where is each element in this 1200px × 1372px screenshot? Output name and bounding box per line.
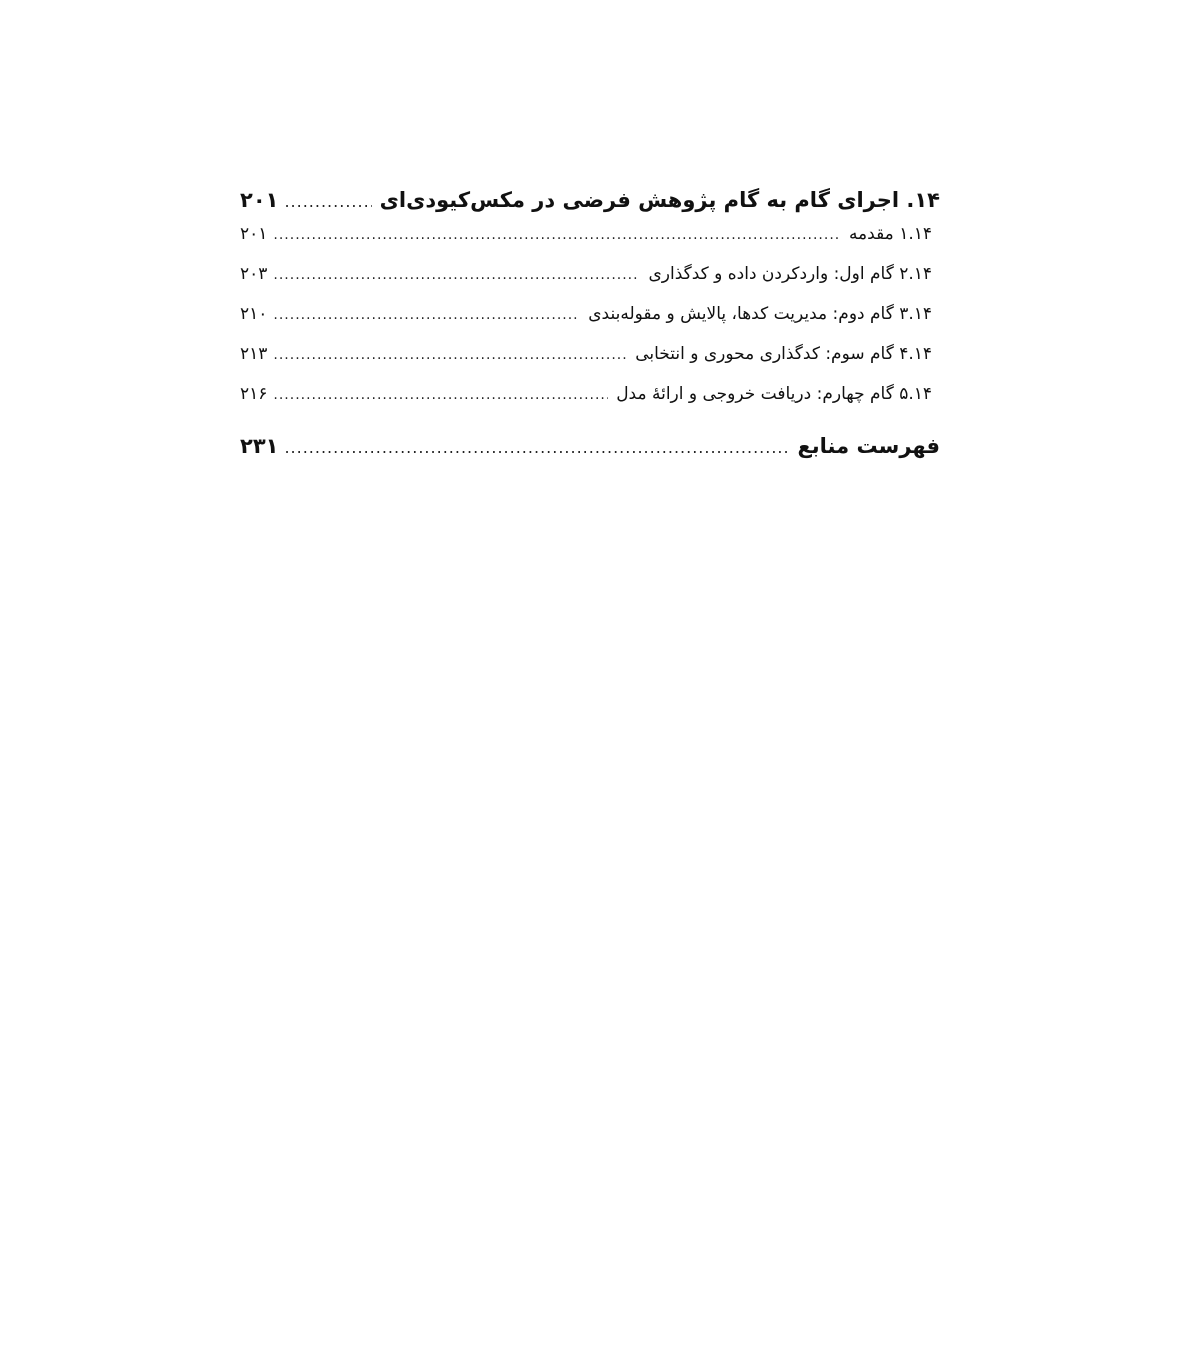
table-of-contents [240, 188, 940, 470]
dot-leader [284, 192, 371, 211]
section-page-number: ۲۰۳ [240, 264, 268, 284]
dot-leader [284, 438, 789, 457]
toc-chapter-entry[interactable] [240, 188, 940, 224]
section-title: ۱.۱۴ مقدمه [848, 224, 932, 244]
chapter-page-number: ۲۰۱ [240, 188, 279, 212]
toc-section-entry[interactable] [240, 264, 940, 304]
section-title: ۵.۱۴ گام چهارم: دریافت خروجی و ارائهٔ مدل [616, 384, 932, 404]
dot-leader [273, 347, 627, 363]
toc-section-entry[interactable] [240, 304, 940, 344]
section-page-number: ۲۱۶ [240, 384, 268, 404]
section-title: ۳.۱۴ گام دوم: مدیریت کدها، پالایش و مقوله‌بندی [588, 304, 932, 324]
section-page-number: ۲۰۱ [240, 224, 268, 244]
toc-section-entry[interactable] [240, 344, 940, 384]
section-title: ۲.۱۴ گام اول: واردکردن داده و کدگذاری [648, 264, 932, 284]
section-title: ۴.۱۴ گام سوم: کدگذاری محوری و انتخابی [635, 344, 932, 364]
section-page-number: ۲۱۰ [240, 304, 268, 324]
dot-leader [273, 267, 640, 283]
references-title: فهرست منابع [797, 434, 940, 458]
dot-leader [273, 227, 841, 243]
chapter-title: ۱۴. اجرای گام به گام پژوهش فرضی در مکس‌کیودی‌ای [379, 188, 940, 212]
toc-references-entry[interactable] [240, 434, 940, 470]
dot-leader [273, 307, 580, 323]
references-page-number: ۲۳۱ [240, 434, 279, 458]
section-page-number: ۲۱۳ [240, 344, 268, 364]
toc-section-entry[interactable] [240, 384, 940, 424]
dot-leader [273, 387, 608, 403]
toc-section-entry[interactable] [240, 224, 940, 264]
